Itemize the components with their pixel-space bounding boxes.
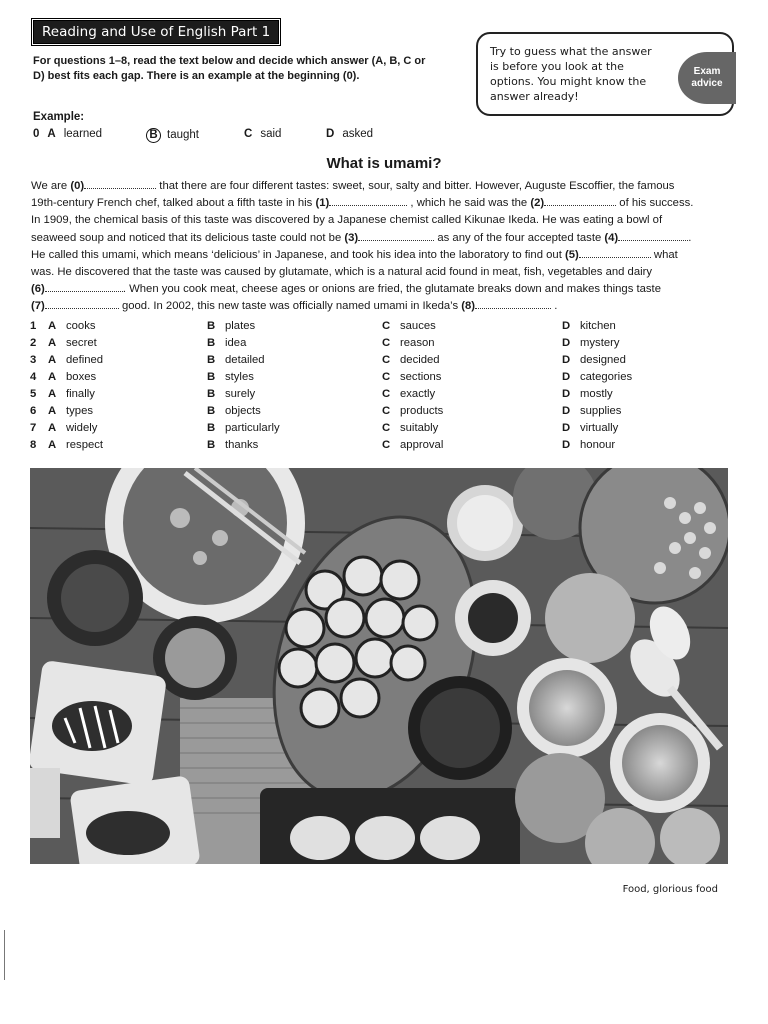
passage-line-3: In 1909, the chemical basis of this taste was discovered by a Japanese chemist called Kikunae Ikeda. He was eating a bowl of — [31, 214, 663, 227]
option-letter: C — [382, 422, 391, 434]
text: He called this umami, which means ‘delicious’ in Japanese, and took his idea into the laboratory to find out — [31, 248, 565, 261]
option-letter: C — [382, 337, 391, 349]
option-a — [30, 371, 96, 383]
example-option-c — [244, 128, 281, 140]
option-word: designed — [580, 354, 626, 366]
option-a — [30, 422, 97, 434]
passage-line-6: was. He discovered that the taste was caused by glutamate, which is a natural acid found in meat, fish, vegetables and dairy — [31, 265, 653, 278]
option-letter: C — [382, 354, 391, 366]
option-letter: B — [207, 320, 216, 332]
question-number: 1 — [30, 320, 37, 332]
text: good. In 2002, this new taste was officially named umami in Ikeda’s — [118, 300, 462, 313]
example-letter-d: D — [326, 128, 335, 140]
example-option-a — [33, 128, 102, 140]
option-c — [382, 354, 440, 366]
option-b — [207, 371, 254, 383]
passage-line-4 — [31, 230, 737, 247]
gap-number: (5) — [564, 248, 579, 261]
passage-line-5 — [31, 247, 737, 264]
option-d — [562, 439, 615, 451]
question-row — [30, 354, 670, 371]
section-label: Reading and Use of English Part 1 — [33, 20, 279, 44]
option-letter: D — [562, 371, 571, 383]
example-row — [33, 128, 533, 144]
question-row — [30, 439, 670, 456]
option-letter: B — [207, 439, 216, 451]
option-letter: D — [562, 422, 571, 434]
margin-mark — [4, 930, 5, 980]
gap-blank — [84, 178, 156, 189]
option-letter: A — [48, 337, 57, 349]
example-option-b — [146, 128, 199, 143]
example-word-d: asked — [342, 128, 373, 140]
option-word: objects — [225, 405, 261, 417]
option-d — [562, 320, 616, 332]
gap-blank — [45, 281, 123, 292]
question-number: 5 — [30, 388, 37, 400]
option-a — [30, 337, 97, 349]
option-c — [382, 388, 435, 400]
gap-blank — [579, 247, 651, 258]
text: . — [551, 300, 558, 313]
option-word: exactly — [400, 388, 436, 400]
option-letter: A — [48, 388, 57, 400]
passage-line-1 — [31, 178, 737, 195]
option-c — [382, 422, 438, 434]
option-letter: B — [207, 337, 216, 349]
question-row — [30, 371, 670, 388]
option-c — [382, 337, 435, 349]
text: , which he said was the — [407, 197, 531, 210]
option-word: kitchen — [580, 320, 616, 332]
option-a — [30, 405, 93, 417]
question-number: 8 — [30, 439, 37, 451]
option-word: plates — [225, 320, 256, 332]
question-number: 6 — [30, 405, 37, 417]
option-word: virtually — [580, 422, 619, 434]
option-word: types — [66, 405, 94, 417]
option-d — [562, 354, 626, 366]
example-option-d — [326, 128, 373, 140]
option-letter: C — [382, 371, 391, 383]
option-word: approval — [400, 439, 444, 451]
option-b — [207, 405, 261, 417]
exam-advice-badge — [678, 52, 736, 104]
option-letter: C — [382, 388, 391, 400]
example-letter-a: A — [47, 128, 56, 140]
gap-blank — [45, 298, 119, 309]
question-row — [30, 388, 670, 405]
option-a — [30, 320, 96, 332]
option-letter: A — [48, 422, 57, 434]
text: as any of the four accepted taste — [434, 231, 605, 244]
passage-title: What is umami? — [326, 155, 442, 172]
option-letter: D — [562, 388, 571, 400]
option-letter: D — [562, 405, 571, 417]
option-word: finally — [66, 388, 95, 400]
gap-blank — [358, 230, 434, 241]
option-word: mostly — [580, 388, 613, 400]
food-photo-illustration — [30, 468, 728, 864]
question-row — [30, 337, 670, 354]
option-c — [382, 371, 441, 383]
option-letter: A — [48, 354, 57, 366]
instructions: For questions 1–8, read the text below and decide which answer (A, B, C or D) best fits each gap. There is an example at the beginning (0). — [33, 55, 426, 82]
badge-line-1: Exam — [693, 66, 721, 77]
option-d — [562, 371, 632, 383]
option-d — [562, 337, 620, 349]
option-d — [562, 405, 621, 417]
option-word: products — [400, 405, 444, 417]
option-b — [207, 439, 258, 451]
option-b — [207, 388, 255, 400]
option-letter: B — [207, 371, 216, 383]
gap-number: (0) — [70, 180, 85, 192]
gap-number: (8) — [461, 300, 476, 313]
option-a — [30, 354, 103, 366]
example-word-b: taught — [167, 129, 199, 141]
option-letter: B — [207, 422, 216, 434]
question-number: 4 — [30, 371, 37, 383]
text: 19th-century French chef, talked about a fifth taste in his — [31, 197, 316, 210]
question-row — [30, 422, 670, 439]
text: We are — [31, 180, 71, 192]
option-b — [207, 354, 265, 366]
option-word: idea — [225, 337, 247, 349]
option-word: particularly — [225, 422, 280, 434]
option-letter: D — [562, 439, 571, 451]
option-letter: C — [382, 439, 391, 451]
gap-number: (6) — [31, 283, 45, 296]
option-letter: C — [382, 320, 391, 332]
option-word: boxes — [66, 371, 97, 383]
answer-options — [30, 320, 670, 456]
option-a — [30, 439, 103, 451]
exam-advice-box — [476, 32, 734, 116]
question-number: 7 — [30, 422, 37, 434]
option-b — [207, 422, 280, 434]
example-heading: Example: — [33, 111, 85, 123]
option-letter: B — [207, 388, 216, 400]
exam-advice-text: Try to guess what the answer is before you look at the options. You might know the answer already! — [490, 45, 652, 103]
question-number: 2 — [30, 337, 37, 349]
option-d — [562, 388, 613, 400]
option-word: widely — [66, 422, 98, 434]
option-word: secret — [66, 337, 97, 349]
option-letter: A — [48, 320, 57, 332]
option-a — [30, 388, 95, 400]
option-word: surely — [225, 388, 256, 400]
option-b — [207, 320, 255, 332]
gap-number: (4) — [604, 231, 619, 244]
gap-number: (1) — [315, 197, 330, 210]
gap-blank — [329, 195, 407, 206]
question-row — [30, 405, 670, 422]
option-word: categories — [580, 371, 633, 383]
example-number: 0 — [33, 128, 40, 140]
option-c — [382, 439, 443, 451]
option-word: mystery — [580, 337, 620, 349]
option-letter: D — [562, 337, 571, 349]
option-word: respect — [66, 439, 104, 451]
option-word: decided — [400, 354, 440, 366]
option-word: cooks — [66, 320, 96, 332]
gap-number: (2) — [530, 197, 545, 210]
option-word: reason — [400, 337, 435, 349]
text: that there are four different tastes: sweet, sour, salty and bitter. However, Auguste Escoffier, the famous — [156, 180, 675, 192]
text: what — [650, 248, 678, 261]
option-word: styles — [225, 371, 254, 383]
option-word: supplies — [580, 405, 622, 417]
question-row — [30, 320, 670, 337]
option-letter: D — [562, 354, 571, 366]
gap-number: (3) — [344, 231, 359, 244]
question-number: 3 — [30, 354, 37, 366]
gap-number: (7) — [31, 300, 45, 313]
gap-blank — [475, 298, 551, 309]
example-letter-b-circled: B — [146, 128, 161, 143]
option-c — [382, 320, 436, 332]
option-word: thanks — [225, 439, 259, 451]
passage — [31, 178, 737, 316]
gap-blank — [618, 230, 688, 241]
example-letter-c: C — [244, 128, 253, 140]
text: of his success. — [616, 197, 694, 210]
food-photo — [30, 468, 728, 864]
option-word: sections — [400, 371, 442, 383]
option-letter: A — [48, 405, 57, 417]
option-letter: B — [207, 354, 216, 366]
gap-blank — [544, 195, 616, 206]
text: . — [688, 231, 692, 244]
option-letter: A — [48, 371, 57, 383]
example-word-a: learned — [63, 128, 103, 140]
text: seaweed soup and noticed that its delicious taste could not be — [31, 231, 345, 244]
badge-line-2: advice — [691, 78, 723, 89]
passage-line-2 — [31, 195, 737, 212]
option-word: defined — [66, 354, 104, 366]
option-b — [207, 337, 246, 349]
option-letter: A — [48, 439, 57, 451]
option-c — [382, 405, 443, 417]
option-word: honour — [580, 439, 616, 451]
option-letter: D — [562, 320, 571, 332]
option-word: suitably — [400, 422, 439, 434]
passage-line-7 — [31, 281, 737, 298]
example-word-c: said — [260, 128, 282, 140]
option-letter: C — [382, 405, 391, 417]
option-word: sauces — [400, 320, 436, 332]
page-caption: Food, glorious food — [622, 884, 718, 895]
passage-line-8 — [31, 298, 737, 315]
option-word: detailed — [225, 354, 265, 366]
option-letter: B — [207, 405, 216, 417]
text: . When you cook meat, cheese ages or onions are fried, the glutamate breaks down and makes things taste — [122, 283, 661, 296]
option-d — [562, 422, 618, 434]
